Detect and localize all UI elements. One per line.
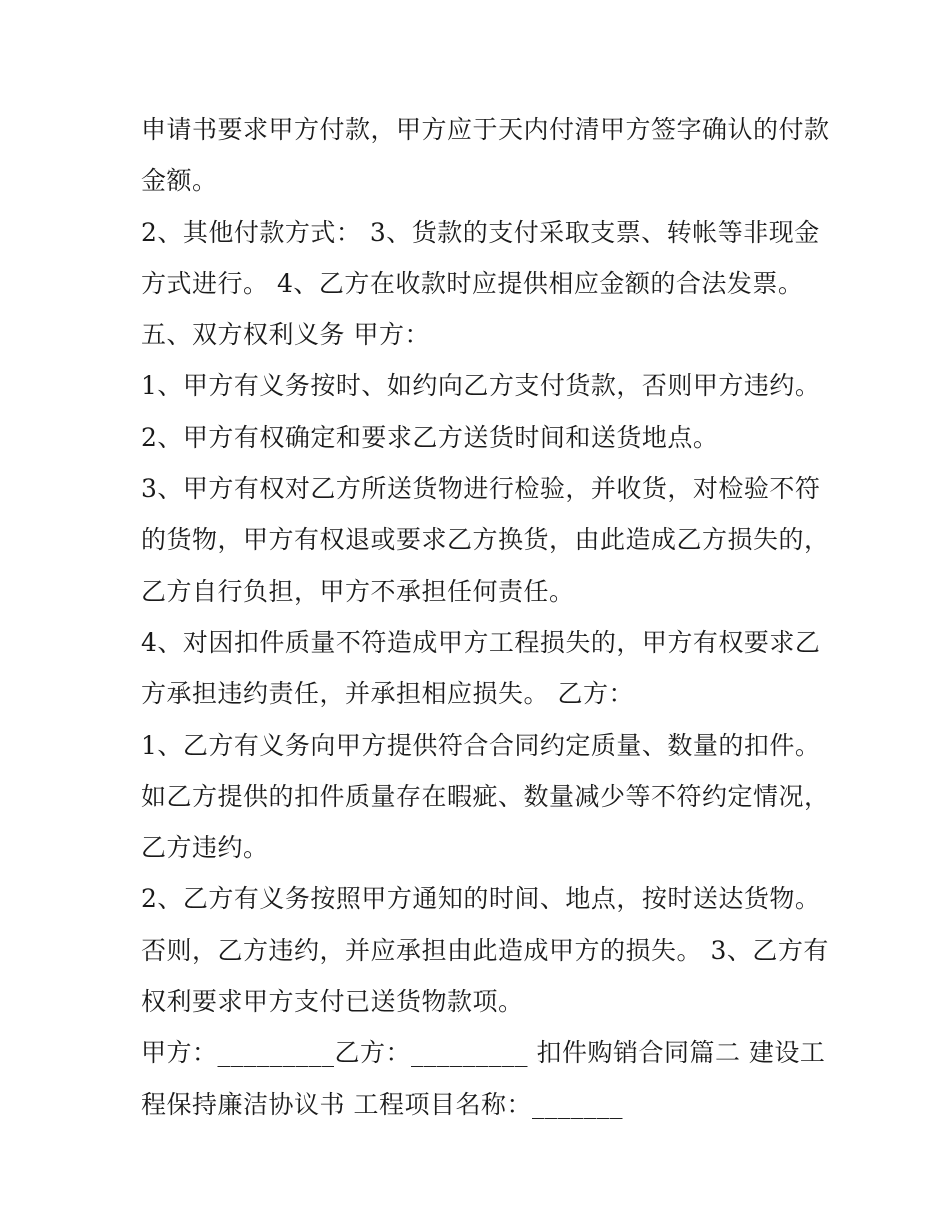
- text-line: 如乙方提供的扣件质量存在暇疵、数量减少等不符约定情况，: [141, 781, 830, 811]
- text-line: 3、甲方有权对乙方所送货物进行检验，并收货，对检验不符: [141, 474, 821, 504]
- text-line: 申请书要求甲方付款，甲方应于天内付清甲方签字确认的付款: [141, 115, 830, 144]
- text-line: 乙方违约。: [141, 833, 269, 863]
- text-line: 2、甲方有权确定和要求乙方送货时间和送货地点。: [141, 422, 719, 452]
- text-line: 金额。: [141, 166, 218, 196]
- text-line: 方承担违约责任，并承担相应损失。 乙方：: [141, 679, 634, 709]
- text-line: 2、其他付款方式： 3、货款的支付采取支票、转帐等非现金: [141, 217, 820, 247]
- text-line: 权利要求甲方支付已送货物款项。: [141, 987, 524, 1017]
- text-line: 1、甲方有义务按时、如约向乙方支付货款，否则甲方违约。: [141, 371, 821, 401]
- text-line: 程保持廉洁协议书 工程项目名称：_______: [141, 1089, 623, 1119]
- text-line: 方式进行。 4、乙方在收款时应提供相应金额的合法发票。: [141, 268, 804, 298]
- text-line: 否则，乙方违约，并应承担由此造成甲方的损失。 3、乙方有: [141, 935, 829, 965]
- text-line: 2、乙方有义务按照甲方通知的时间、地点，按时送达货物。: [141, 884, 821, 914]
- section-heading: 五、双方权利义务 甲方：: [141, 320, 430, 350]
- document-body: [141, 104, 830, 1130]
- signature-line: 甲方：_________乙方：_________ 扣件购销合同篇二 建设工: [141, 1038, 826, 1068]
- text-line: 的货物，甲方有权退或要求乙方换货，由此造成乙方损失的，: [141, 525, 830, 555]
- text-line: 1、乙方有义务向甲方提供符合合同约定质量、数量的扣件。: [141, 730, 821, 760]
- text-line: 4、对因扣件质量不符造成甲方工程损失的，甲方有权要求乙: [141, 627, 821, 657]
- text-line: 乙方自行负担，甲方不承担任何责任。: [141, 576, 575, 606]
